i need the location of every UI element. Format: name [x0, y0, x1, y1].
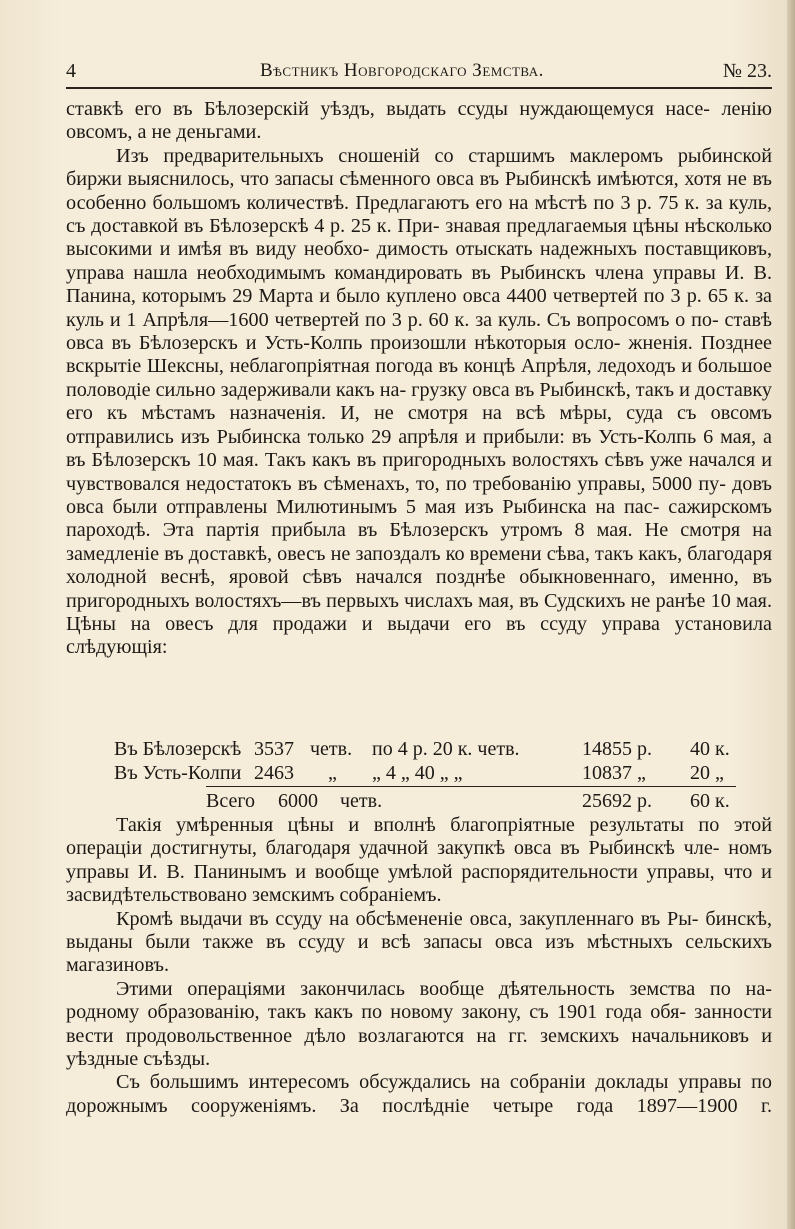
paragraph: Кромѣ выдачи въ ссуду на обсѣмененіе овса, закупленнаго въ Ры- бинскѣ, выданы были также въ ссуду и всѣ запасы овса изъ мѣстныхъ сельскихъ магазиновъ.: [66, 907, 772, 977]
total-sum-k: 60 к.: [690, 790, 730, 812]
cell-unit: „: [328, 762, 337, 784]
text-block-bottom: [66, 814, 772, 1118]
table-total-row: [114, 790, 734, 814]
table-row: [114, 738, 734, 762]
cell-price: „ 4 „ 40 „ „: [372, 762, 463, 784]
cell-place: Въ Бѣлозерскѣ: [114, 738, 242, 760]
issue-number: № 23.: [722, 60, 772, 82]
total-qty: 6000: [278, 790, 318, 812]
total-label: Всего: [206, 790, 256, 812]
total-rule: [206, 786, 736, 787]
paragraph: ставкѣ его въ Бѣлозерскій уѣздъ, выдать ссуды нуждающемуся насе- ленію овсомъ, а не деньгами.: [66, 98, 772, 144]
total-unit: четв.: [340, 790, 383, 812]
table-row: [114, 762, 734, 786]
paragraph: Этими операціями закончилась вообще дѣятельность земства по на- родному образованію, такъ какъ по новому закону, съ 1901 года обя- занности вести продовольственное дѣло возлагаются на гг. земскихъ начальниковъ и уѣздные съѣзды.: [66, 977, 772, 1071]
journal-title: Вѣстникъ Новгородскаго Земства.: [260, 60, 544, 81]
total-sum-r: 25692 р.: [582, 790, 652, 812]
price-table: [114, 738, 734, 814]
cell-sum-k: 20 „: [690, 762, 724, 784]
text-block-top: [66, 98, 772, 660]
cell-sum-r: 10837 „: [582, 762, 646, 784]
cell-place: Въ Усть-Колпи: [114, 762, 242, 784]
cell-sum-r: 14855 р.: [582, 738, 652, 760]
paragraph: Изъ предварительныхъ сношеній со старшимъ маклеромъ рыбинской биржи выяснилось, что запасы сѣменного овса въ Рыбинскѣ имѣются, хотя не въ особенно большомъ количествѣ. Предлагаютъ его на мѣстѣ по 3 р. 75 к. за куль, съ доставкой въ Бѣлозерскѣ 4 р. 25 к. При- знавая предлагаемыя цѣны нѣсколько высокими и имѣя въ виду необхо- димость отыскать надежныхъ поставщиковъ, управа нашла необходимымъ командировать въ Рыбинскъ члена управы И. В. Панина, которымъ 29 Марта и было куплено овса 4400 четвертей по 3 р. 65 к. за куль и 1 Апрѣля—1600 четвертей по 3 р. 60 к. за куль. Съ вопросомъ о по- ставѣ овса въ Бѣлозерскъ и Усть-Колпь произошли нѣкоторыя осло- жненія. Позднее вскрытіе Шексны, неблагопріятная погода въ концѣ Апрѣля, ледоходъ и большое половодіе сильно задерживали какъ на- грузку овса въ Рыбинскѣ, такъ и доставку его къ мѣстамъ назначенія. И, не смотря на всѣ мѣры, суда съ овсомъ отправились изъ Рыбинска только 29 апрѣля и прибыли: въ Усть-Колпь 6 мая, а въ Бѣлозерскъ 10 мая. Такъ какъ въ пригородныхъ волостяхъ сѣвъ уже начался и чувствовался недостатокъ въ сѣменахъ, то, по требованію управы, 5000 пу- довъ овса были отправлены Милютинымъ 5 мая изъ Рыбинска на пас- сажирскомъ пароходѣ. Эта партія прибыла въ Бѣлозерскъ утромъ 8 мая. Не смотря на замедленіе въ доставкѣ, овесъ не запоздалъ ко времени сѣва, такъ какъ, благодаря холодной веснѣ, яровой сѣвъ начался позднѣе обыкновеннаго, именно, въ пригородныхъ волостяхъ—въ первыхъ числахъ мая, въ Судскихъ не ранѣе 10 мая. Цѣны на овесъ для продажи и выдачи его въ ссуду управа установила слѣдующія:: [66, 144, 772, 659]
cell-price: по 4 р. 20 к. четв.: [372, 738, 520, 760]
header-rule: [66, 87, 772, 89]
running-header: [60, 58, 772, 88]
page-number: 4: [66, 60, 76, 82]
cell-unit: четв.: [310, 738, 353, 760]
cell-qty: 2463: [254, 762, 294, 784]
cell-qty: 3537: [254, 738, 294, 760]
page-edge: [787, 0, 795, 1229]
cell-sum-k: 40 к.: [690, 738, 730, 760]
paragraph: Съ большимъ интересомъ обсуждались на собраніи доклады управы по дорожнымъ сооруженіямъ. За послѣдніе четыре года 1897—1900 г.: [66, 1071, 772, 1117]
paragraph: Такія умѣренныя цѣны и вполнѣ благопріятные результаты по этой операціи достигнуты, благодаря удачной закупкѣ овса въ Рыбинскѣ чле- номъ управы И. В. Панинымъ и вообще умѣлой распорядительности управы, что и засвидѣтельствовано земскимъ собраніемъ.: [66, 814, 772, 907]
